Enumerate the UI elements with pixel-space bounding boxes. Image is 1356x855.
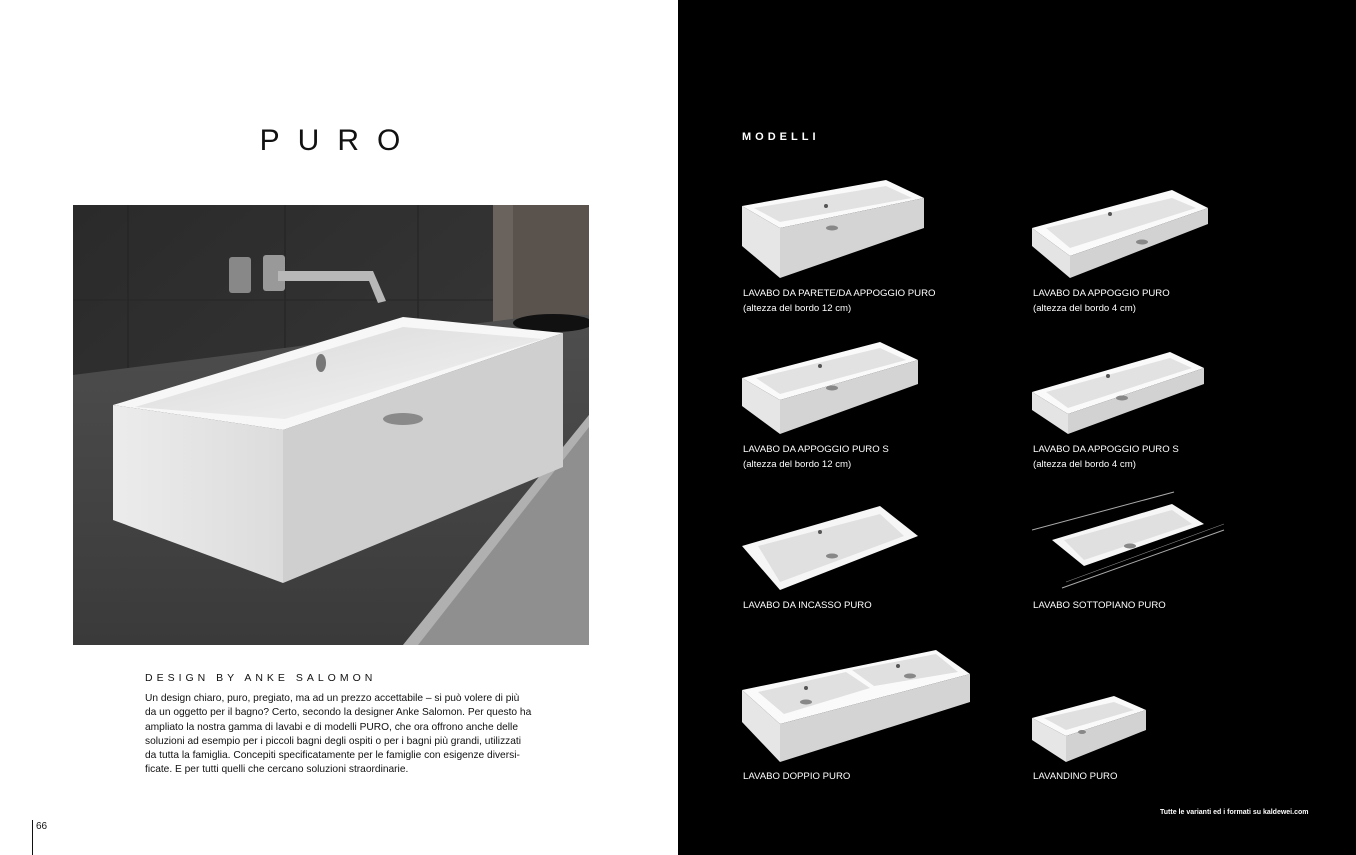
intro-paragraph [145, 692, 532, 778]
model-caption [743, 443, 889, 472]
model-name: LAVANDINO PURO [1033, 771, 1118, 782]
hero-photo-washbasin [73, 205, 589, 645]
model-caption [1033, 287, 1170, 316]
paragraph-line: soluzioni ad esempio per i piccoli bagni degli ospiti o per i bagni più grandi, utilizzati [145, 735, 522, 747]
model-caption [1033, 770, 1117, 785]
model-name: LAVABO DOPPIO PURO [743, 771, 851, 782]
paragraph-line: da un oggetto per il bagno? Certo, secondo la designer Anke Salomon. Per questo ha [145, 707, 532, 719]
model-caption [743, 287, 935, 316]
model-image-incasso [740, 506, 920, 594]
models-heading: MODELLI [742, 131, 820, 143]
paragraph-line: ficate. E per tutti quelli che cercano soluzioni straordinarie. [145, 764, 409, 776]
paragraph-line: Un design chiaro, puro, pregiato, ma ad un prezzo accettabile – si può volere di più [145, 693, 520, 704]
model-detail: (altezza del bordo 4 cm) [1033, 458, 1136, 470]
footnote-link-text: Tutte le varianti ed i formati su kaldewei.com [1160, 809, 1309, 816]
model-caption [1033, 599, 1166, 614]
model-detail: (altezza del bordo 12 cm) [743, 458, 852, 470]
model-caption [743, 599, 872, 614]
model-detail: (altezza del bordo 12 cm) [743, 302, 852, 314]
model-image-parete-appoggio [740, 180, 926, 280]
model-name: LAVABO DA PARETE/DA APPOGGIO PURO [743, 288, 936, 299]
model-name: LAVABO DA APPOGGIO PURO S [1033, 444, 1179, 455]
model-image-appoggio-s-12 [740, 342, 920, 436]
model-image-doppio [740, 650, 972, 764]
model-name: LAVABO DA APPOGGIO PURO [1033, 288, 1170, 299]
paragraph-line: ampliato la nostra gamma di lavabi e di modelli PURO, che ora offrono anche delle [145, 721, 518, 733]
designer-credit: DESIGN BY ANKE SALOMON [145, 672, 377, 684]
page-title: PURO [259, 124, 419, 157]
model-name: LAVABO DA APPOGGIO PURO S [743, 444, 889, 455]
model-image-sottopiano [1032, 490, 1226, 590]
model-image-appoggio-s-4 [1030, 352, 1206, 436]
paragraph-line: da tutta la famiglia. Concepiti specificatamente per le famiglie con esigenze diversi- [145, 750, 520, 762]
model-name: LAVABO SOTTOPIANO PURO [1033, 600, 1166, 611]
page-number: 66 [36, 821, 48, 832]
model-image-appoggio [1030, 190, 1210, 280]
model-detail: (altezza del bordo 4 cm) [1033, 302, 1136, 314]
model-caption [743, 770, 850, 785]
model-name: LAVABO DA INCASSO PURO [743, 600, 872, 611]
model-image-lavandino [1030, 696, 1148, 764]
model-caption [1033, 443, 1179, 472]
page-number-rule [32, 820, 33, 855]
